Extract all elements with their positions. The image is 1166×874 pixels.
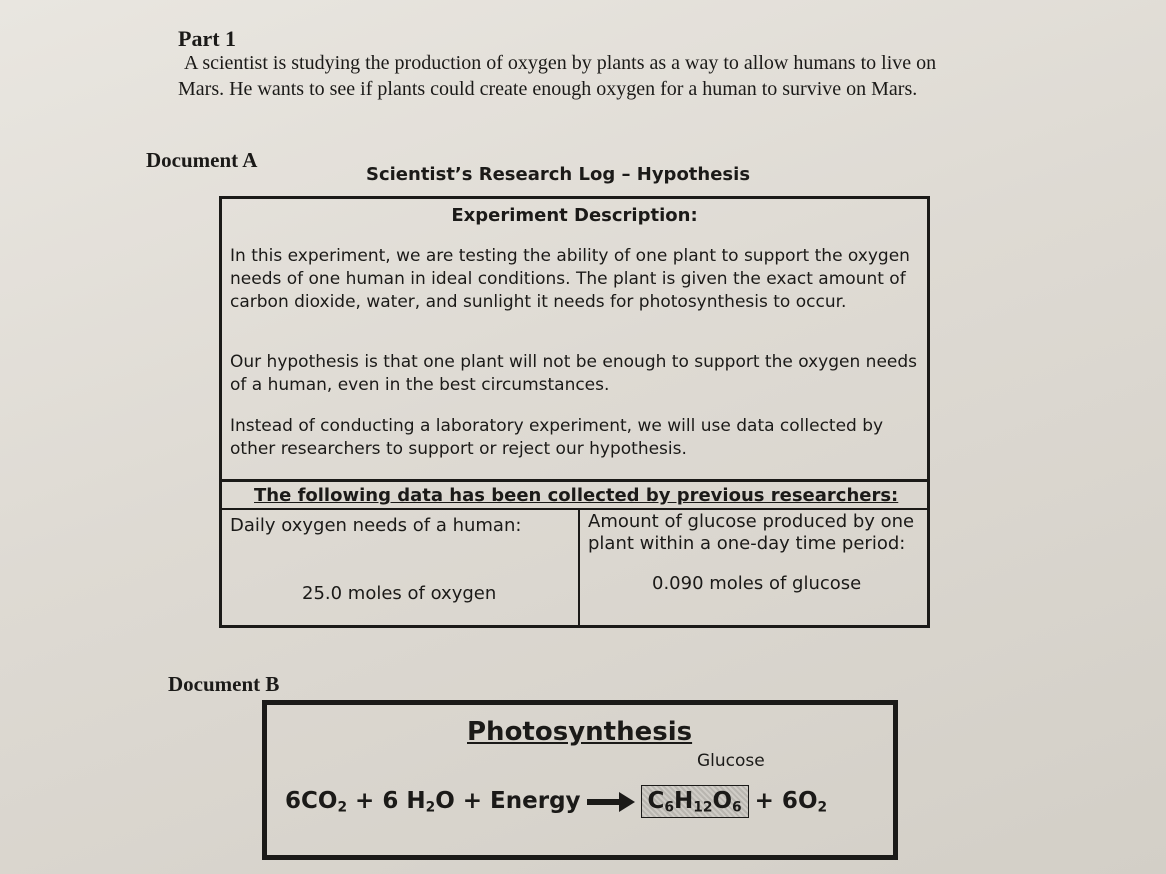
experiment-box bbox=[219, 196, 930, 628]
photosynthesis-equation bbox=[285, 785, 827, 818]
experiment-heading: Experiment Description: bbox=[451, 205, 698, 226]
data-heading: The following data has been collected by previous researchers: bbox=[254, 485, 899, 506]
glucose-label: Glucose bbox=[697, 751, 765, 771]
glucose-produced-value: 0.090 moles of glucose bbox=[652, 573, 862, 594]
glucose-formula: $C_6H_{12}O_6$ bbox=[641, 785, 749, 818]
method-paragraph: Instead of conducting a laboratory experiment, we will use data collected by other researchers to support or reject our hypothesis. bbox=[230, 416, 884, 459]
photosynthesis-box bbox=[262, 700, 898, 860]
reactants: $6CO_2 + 6$ $H_2O$ + Energy bbox=[285, 788, 581, 816]
intro-text bbox=[178, 50, 1078, 102]
arrow-right-icon bbox=[587, 791, 635, 813]
glucose-produced-header: Amount of glucose produced by one plant within a one-day time period: bbox=[588, 511, 915, 554]
document-a-label: Document A bbox=[146, 148, 258, 172]
document-b-label: Document B bbox=[168, 672, 280, 696]
oxygen-needs-value: 25.0 moles of oxygen bbox=[302, 583, 497, 604]
part-title: Part 1 bbox=[178, 26, 237, 51]
intro-line-2: Mars. He wants to see if plants could create enough oxygen for a human to survive on Mars. bbox=[178, 78, 918, 100]
experiment-paragraph-1: In this experiment, we are testing the ability of one plant to support the oxygen needs of one human in ideal conditions. The plant is given the exact amount of carbon dioxide, water, and sunlight it needs for photosynthesis to occur. bbox=[230, 246, 910, 312]
divider bbox=[219, 479, 930, 482]
hypothesis-paragraph: Our hypothesis is that one plant will not be enough to support the oxygen needs of a human, even in the best circumstances. bbox=[230, 352, 918, 395]
research-log-title: Scientist’s Research Log – Hypothesis bbox=[366, 164, 751, 185]
photosynthesis-title: Photosynthesis bbox=[467, 717, 693, 747]
oxygen-needs-header: Daily oxygen needs of a human: bbox=[230, 515, 522, 536]
oxygen-product: + $6O_2$ bbox=[754, 788, 828, 816]
divider bbox=[219, 508, 930, 510]
intro-line-1: A scientist is studying the production of oxygen by plants as a way to allow humans to live on bbox=[184, 52, 937, 74]
column-divider bbox=[578, 508, 580, 625]
